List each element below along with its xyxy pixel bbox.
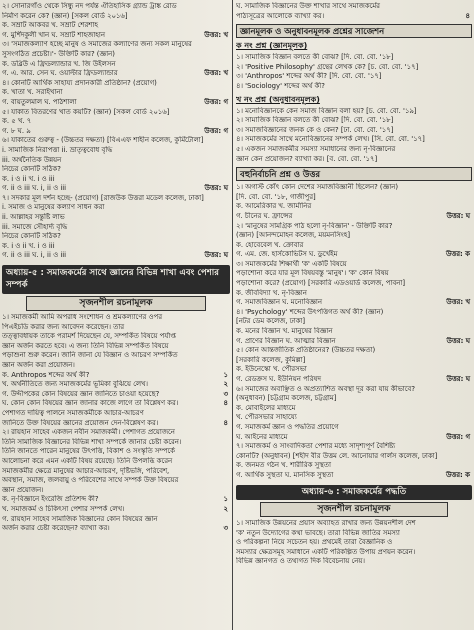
line-text: ৭। সদকার মূল দর্শন হচ্ছে- (প্রয়োগ) [রাজউক উত্তরা মডেল কলেজ, ঢাকা]	[2, 193, 204, 202]
line-text: ক. Anthropos শব্দের অর্থ কী?	[2, 370, 90, 379]
answer-mark: ২	[223, 504, 228, 513]
text-line	[2, 251, 230, 261]
line-text: ক. i ও ii খ. i ও iii	[2, 174, 55, 183]
text-line	[2, 457, 230, 467]
line-text: ক. হোবেবেল খ. ক্রোবার	[236, 240, 304, 249]
line-text: গ. প্রাণের বিজ্ঞান ঘ. আত্মার বিজ্ঞান	[236, 336, 336, 345]
line-text: জানিতে উক্ত বিষয়ের জ্ঞানের প্রয়োজন দেন-বিশ্লেষণ কর।	[2, 418, 159, 427]
text-line	[236, 519, 472, 529]
text-line	[236, 385, 472, 395]
answer-mark: ৩	[223, 524, 228, 533]
line-text: ঘ. সামাজিক বিজ্ঞানের উক্ত শাখার সাথে সমাজকর্মের	[236, 2, 380, 10]
line-text: ঘ. কোন কোন বিষয়ের জ্ঞান জানার কাজে লাগে তা বিশ্লেষণ কর।	[2, 399, 179, 408]
line-text: ৬। যাকাতের গুরুত্ব - (উচ্চতর দক্ষতা) [বিএএফ শাহীন কলেজ, কুর্মিটোলা]	[2, 136, 204, 145]
chapter-5-heading: অধ্যায়-৫ : সমাজকর্মের সাথে জ্ঞানের বিভিন্ন শাখা এবং পেশার সম্পর্ক	[2, 265, 230, 294]
text-line	[236, 155, 472, 165]
text-line	[236, 222, 472, 232]
mcq-block-chapter4	[2, 2, 230, 261]
text-line	[2, 213, 230, 223]
line-text: নির্মাণ করেন কে? (জ্ঞান) [সকল বোর্ড ২০১৬]	[2, 11, 128, 20]
text-line	[236, 327, 472, 337]
text-line	[2, 146, 230, 156]
line-text: ১। মনোবিজ্ঞানকে কেন সমাজ বিজ্ঞান বলা হয়? [চ. বো. বো. '১৯]	[236, 106, 417, 115]
line-text: ২। 'Positive Philosophy' গ্রন্থের লেখক কে? [চ. বো. বো. '১৭]	[236, 62, 419, 71]
text-line	[2, 117, 230, 127]
text-line	[2, 242, 230, 252]
text-line	[236, 442, 472, 452]
right-column	[236, 2, 472, 628]
answer-mark: উত্তর: ঘ	[446, 375, 470, 383]
knowledge-subheading: ক নং প্রশ্ন (জ্ঞানমূলক)	[236, 41, 308, 51]
line-text: গ. চীনের ঘ. ফ্রান্সের	[236, 211, 293, 220]
line-text: পিএইচডি করার জন্য আবেদন করেছেন। তার	[2, 322, 125, 331]
text-line	[2, 313, 230, 323]
line-text: গ. সমাজবিজ্ঞান ঘ. মনোবিজ্ঞান	[236, 298, 322, 307]
line-text: 'ক' নতুন উদ্যোগের কথা ভাবছে। তারা বিভিন্ন জাতির সমস্যা	[236, 528, 400, 537]
text-line	[236, 471, 472, 481]
text-line	[2, 476, 230, 486]
text-line	[2, 390, 230, 400]
line-text: জ্ঞান প্রয়োজন।	[2, 485, 44, 494]
line-text: [নটর ডেম কলেজ, ঢাকা]	[236, 317, 306, 326]
text-line	[236, 250, 472, 260]
line-text: ২। সামাজিক বিজ্ঞান বলতে কী বোঝ? [দি. বো. বো. '১৮]	[236, 116, 394, 125]
line-text: পেশাগত দায়িত্ব পালনে সমাজকর্মীকে আচার-আচরণ	[2, 408, 144, 417]
text-line	[2, 31, 230, 41]
text-line	[236, 298, 472, 308]
text-line	[236, 269, 472, 279]
text-line	[2, 60, 230, 70]
line-text: গ. মুর্শিদকুলী খান ঘ. সম্রাট শাহজাহান	[2, 30, 105, 39]
text-line	[2, 79, 230, 89]
line-text: গ. উদ্দীপকের কোন বিষয়ের জ্ঞান জানিতে চাওয়া হয়েছে?	[2, 389, 160, 398]
line-text: গ. ii ও iii ঘ. i, ii ও iii	[2, 184, 67, 193]
line-text: ৩। 'Anthropos' শব্দের অর্থ কী? [দি. বো. বো. '১৭]	[236, 72, 382, 81]
text-line	[2, 342, 230, 352]
creative-questions-heading: সৃজনশীল রচনামূলক	[26, 296, 206, 311]
text-line	[236, 548, 472, 558]
text-line	[2, 399, 230, 409]
line-text: গ. ৮ ঘ. ৯	[2, 126, 31, 135]
text-line	[236, 365, 472, 375]
answer-mark: উত্তর: ঘ	[446, 336, 470, 345]
line-text: ১। সামাজিক উন্নয়নের প্রয়াস অব্যাহত রাখার জন্য উন্নয়নশীল দেশ	[236, 519, 416, 528]
line-text: জ্ঞান অর্জন করতে হবে। এ জন্য তিনি বিভিন্ন সম্পর্কিত বিষয়ে	[2, 341, 169, 350]
text-line	[236, 557, 472, 567]
text-line	[236, 193, 472, 203]
line-text: iii. অর্থনৈতিক উন্নয়ন	[2, 155, 62, 164]
left-column	[2, 2, 230, 628]
chapter-6-heading: অধ্যায়-৬ : সমাজকর্মের পদ্ধতি	[236, 485, 472, 501]
answer-mark: ৩	[223, 389, 228, 398]
line-text: ক. জনমত গঠন খ. শারীরিক সুস্থতা	[236, 461, 331, 470]
text-line	[2, 12, 230, 22]
text-line	[2, 156, 230, 166]
line-text: [দি. বো. বো. '১৮, গাজীপুর]	[236, 192, 316, 201]
line-text: ক. মোবাইলের মাধ্যমে	[236, 403, 296, 412]
text-line	[236, 279, 472, 289]
column-divider	[232, 0, 233, 630]
text-line	[236, 135, 472, 145]
line-text: অবস্থান, সমাজ, জলবায়ু ও পরিবেশের সাথে সম্পর্ক উক্ত বিষয়ের	[2, 476, 179, 485]
line-text: অর্জন করার চেষ্টা করেছেন? ব্যাখ্যা কর।	[2, 524, 110, 533]
creative-questions-heading-ch6: সৃজনশীল রচনামূলক	[260, 502, 448, 517]
line-text: তিনি জানতে পারেন মানুষের উৎপত্তি, বিকাশ ও সংস্কৃতি সম্পর্কে	[2, 447, 175, 456]
line-text: ১। অগাস্ট কোঁৎ কোন দেশের সমাজবিজ্ঞানী ছিলেন? (জ্ঞান)	[236, 183, 399, 192]
text-line	[2, 232, 230, 242]
line-text: ৫। যাকাত বিতরণের খাত কয়টি? (জ্ঞান) [সকল বোর্ড ২০১৬]	[2, 107, 170, 116]
line-text: ৬। সমাজের অবাঞ্ছিত ও অপ্রত্যাশিত অবস্থা দূর করা যায় কীভাবে?	[236, 384, 415, 393]
text-line	[2, 50, 230, 60]
text-line	[236, 317, 472, 327]
line-text: ক. জীববিদ্যা খ. নৃ-বিজ্ঞান	[236, 288, 307, 297]
line-text: i. সমাজ ও মানুষের কল্যাণ সাধন করা	[2, 203, 105, 212]
line-text: [সরকারি কলেজ, কুমিল্লা]	[236, 355, 306, 364]
text-line	[2, 69, 230, 79]
text-line	[2, 332, 230, 342]
text-line	[236, 289, 472, 299]
line-text: ৩। সমাজবিজ্ঞানের জনক কে ও কেন? [ঢা. বো. বো. '১৭]	[236, 125, 394, 134]
line-text: ৩। সমাজকর্মের শিক্ষার্থী 'ক' একটি বিষয়ে	[236, 259, 347, 268]
line-text: ৪। 'Psychology' শব্দের উৎপত্তিগত অর্থ কী? (জ্ঞান)	[236, 307, 384, 316]
text-line	[236, 82, 472, 92]
line-text: ক. ৫ খ. ৭	[2, 117, 32, 126]
text-line	[236, 433, 472, 443]
line-text: গ. বায়তুলমাল ঘ. পাঠশালা	[2, 97, 77, 106]
text-line	[236, 394, 472, 404]
text-line	[2, 194, 230, 204]
text-line	[2, 223, 230, 233]
text-line	[2, 380, 230, 390]
text-line	[236, 72, 472, 82]
line-text: কোনটি? (অনুধাবন) [শহীদ বীর উত্তম লে. আনোয়ার গার্লস কলেজ, ঢাকা]	[236, 451, 438, 460]
line-text: সমস্যার ক্ষেত্রসমূহ সমাধানে একটি পরিকল্পিত উপায় প্রণয়ন করেন।	[236, 547, 416, 556]
comprehension-subheading: খ নং প্রশ্ন (অনুধাবনমূলক)	[236, 94, 320, 104]
text-line	[236, 63, 472, 73]
line-text: ঘ. আইনের মাধ্যমে	[236, 432, 288, 441]
line-text: ৩। 'সমাজকল্যাণ হচ্ছে মানুষ ও সমাজের কল্যাণের জন্য সকল মানুষের	[2, 40, 192, 49]
line-text: গ. এম. জে. হার্সকোভিটস ঘ. ডুর্খেইম	[236, 250, 338, 259]
line-text: সুসংগঠিত প্রচেষ্টা।'- উক্তিটি কার? (জ্ঞান)	[2, 49, 115, 58]
line-text: পড়াশুনা শুরু করেন। জানি জানা যে বিজ্ঞান ও আচরণ সম্পর্কিত	[2, 351, 178, 360]
text-line	[2, 467, 230, 477]
text-line	[236, 231, 472, 241]
text-line	[236, 538, 472, 548]
text-line	[2, 524, 230, 534]
text-line	[2, 447, 230, 457]
text-line	[236, 202, 472, 212]
text-line	[2, 486, 230, 496]
text-line	[236, 2, 472, 12]
text-line	[236, 404, 472, 414]
line-text: গ. রায়হান সাহেব সামাজিক বিজ্ঞানের কোন বিষয়ের জ্ঞান	[2, 514, 158, 523]
line-text: ক. নৃ-বিজ্ঞানে ইংরেজি প্রতিশব্দ কী?	[2, 495, 99, 504]
line-text: গ. আর্থিক সুস্থতা ঘ. মানসিক সুস্থতা	[236, 470, 334, 479]
answer-mark: উত্তর: ক	[445, 470, 470, 479]
answer-mark: ৪	[223, 418, 228, 427]
line-text: iii. সমাজে সৌহার্দ্য বৃদ্ধি	[2, 222, 68, 231]
text-line	[2, 40, 230, 50]
text-line	[2, 184, 230, 194]
text-line	[2, 409, 230, 419]
answer-mark: ১	[223, 495, 228, 504]
creative-questions-block	[2, 313, 230, 534]
text-line	[236, 423, 472, 433]
text-line	[2, 428, 230, 438]
line-text: ২। রায়হান সাহেব একজন নবীন সমাজকর্মী। পেশাগত প্রয়োজনে	[2, 428, 175, 437]
line-text: তিনি সামাজিক বিজ্ঞানের বিভিন্ন শাখা সম্পর্কে জানার চেষ্টা করেন।	[2, 437, 182, 446]
line-text: ৪। সমাজকর্মের সাথে মনোবিজ্ঞানের সম্পর্ক লেখ। [সি. বো. বো. '১৭]	[236, 135, 425, 144]
line-text: ১। সমাজকর্মী আমি অপরাধ সংশোধন ও শ্রমকল্যাণের ওপর	[2, 313, 163, 322]
answer-mark: উত্তর: ঘ	[204, 251, 228, 260]
line-text: ২। সোনারগাঁও থেকে সিন্ধু নদ পর্যন্ত ঐতিহাসিক গ্র্যান্ড ট্রাঙ্ক রোড	[2, 2, 177, 10]
line-text: (জ্ঞান) [আনন্দমোহন কলেজ, ময়মনসিংহ]	[236, 231, 351, 240]
answer-mark: উত্তর: ঘ	[446, 211, 470, 220]
knowledge-questions-list	[236, 53, 472, 91]
text-line	[2, 175, 230, 185]
text-line	[2, 351, 230, 361]
text-line	[236, 356, 472, 366]
answer-mark: উত্তর: খ	[446, 298, 470, 307]
creative-question-tail	[236, 2, 472, 21]
text-line	[236, 145, 472, 155]
text-line	[2, 203, 230, 213]
line-text: ৫। একজন সমাজকর্মীর সমস্যা সমাধানের জন্য নৃ-বিজ্ঞানের	[236, 144, 396, 153]
text-line	[2, 505, 230, 515]
line-text: ক. খাতা খ. সরাইখানা	[2, 88, 63, 97]
text-line	[236, 413, 472, 423]
line-text: নিচের কোনটি সঠিক?	[2, 232, 61, 241]
text-line	[236, 375, 472, 385]
text-line	[2, 21, 230, 31]
line-text: ii. আল্লাহর সন্তুষ্টি লাভ	[2, 213, 65, 222]
text-line	[236, 126, 472, 136]
mcq-section-heading: বহুনির্বাচনি প্রশ্ন ও উত্তর	[236, 167, 472, 181]
answer-mark: উত্তর: গ	[446, 432, 470, 441]
text-line	[236, 241, 472, 251]
line-text: জ্ঞান অর্জন করা প্রয়োজন।	[2, 361, 75, 369]
line-text: গ. রেডক্রস ঘ. ইউনিয়ন পরিষদ	[236, 375, 321, 383]
answer-mark: উত্তর: খ	[204, 69, 228, 78]
line-text: ২। 'মানুষের সামগ্রিক পাঠ হলো নৃ-বিজ্ঞান' - উক্তিটি কার?	[236, 221, 393, 230]
line-text: ক. আমেরিকার খ. জার্মানির	[236, 202, 312, 211]
answer-mark: উত্তর: খ	[204, 30, 228, 39]
text-line	[2, 136, 230, 146]
line-text: তত্ত্বাবধায়ক তাকে পরামর্শ দিয়েছেন যে, সম্পর্কিত বিষয়ে পর্যাপ্ত	[2, 332, 176, 341]
line-text: ক. মনের বিজ্ঞান খ. মানুষের বিজ্ঞান	[236, 327, 333, 336]
line-text: খ. পৌরসভার সাহায্যে	[236, 413, 297, 422]
text-line	[2, 127, 230, 137]
text-line	[2, 495, 230, 505]
text-line	[2, 419, 230, 429]
line-text: ৪। 'Sociology' শব্দের অর্থ কী?	[236, 81, 325, 90]
line-text: ক. i ও ii খ. i ও iii	[2, 241, 55, 250]
line-text: ৪। কোনটি আর্থিক সাহায্য প্রদানকারী প্রতিষ্ঠান? (প্রয়োগ)	[2, 78, 157, 87]
text-line	[236, 452, 472, 462]
answer-mark: ১	[223, 370, 228, 379]
text-line	[236, 308, 472, 318]
line-text: ক. ইউনেস্কো খ. পৌরসভা	[236, 365, 307, 374]
text-line	[2, 108, 230, 118]
line-text: (অনুধাবন) [চট্টগ্রাম কলেজ, চট্টগ্রাম]	[236, 394, 337, 403]
text-line	[236, 260, 472, 270]
line-text: পাঠ্যসূত্রের আলোকে ব্যাখ্যা কর।	[236, 11, 325, 20]
line-text: পড়াশোনা করে যার মূল বিষয়বস্তু 'মানুষ'। 'ক' কোন বিষয়	[236, 269, 389, 278]
text-line	[236, 529, 472, 539]
text-line	[236, 116, 472, 126]
line-text: পড়াশোনা করে? (প্রয়োগ) [সরকারি এডওয়ার্ড কলেজ, পাবনা]	[236, 279, 406, 288]
creative-question-ch6	[236, 519, 472, 567]
line-text: গ. এ. আর. সেন ঘ. ওয়াল্টার ফ্রিডল্যান্ডার	[2, 69, 118, 78]
line-text: ও পরিকল্পনা নিয়ে সচেতন হয়। প্রথমেই তারা বৈজ্ঞানিক ও	[236, 538, 393, 547]
line-text: আলোচনা করে এমন একটি বিষয় রয়েছে। তিনি উপলব্ধি করেন	[2, 456, 173, 465]
line-text: ৫। কোন আন্তর্জাতিক প্রতিষ্ঠানের? (উচ্চতর দক্ষতা)	[236, 346, 376, 355]
line-text: গ. ii ও iii ঘ. i, ii ও iii	[2, 251, 67, 260]
text-line	[2, 371, 230, 381]
answer-mark: উত্তর: গ	[204, 126, 228, 135]
line-text: খ. অর্থনীতিতে জন্য সমাজকর্মের ভূমিকা বুঝিয়ে লেখ।	[2, 380, 148, 389]
text-line	[2, 88, 230, 98]
line-text: নিচের কোনটি সঠিক?	[2, 165, 61, 174]
text-line	[236, 53, 472, 63]
line-text: বিভিন্ন জ্ঞানগত ও তথ্যগত দিক বিবেচনায় নেয়।	[236, 557, 365, 566]
text-line	[2, 361, 230, 371]
answer-mark: ৪	[465, 11, 470, 20]
suggestion-section-heading: জ্ঞানমূলক ও অনুধাবনমূলক প্রশ্নের সাজেশন	[236, 24, 472, 38]
text-line	[2, 438, 230, 448]
text-line	[236, 212, 472, 222]
line-text: ক. ডব্লিউ এ ফ্রিডল্যান্ডার খ. জি উইলসন	[2, 59, 116, 68]
answer-mark: ২	[223, 380, 228, 389]
text-line	[236, 183, 472, 193]
line-text: ১। সামাজিক বিজ্ঞান বলতে কী বোঝ? [দি. বো. বো. '১৮]	[236, 53, 394, 62]
line-text: ক. সম্রাট আকবর খ. সম্রাট শেরশাহ	[2, 21, 98, 30]
line-text: সমাজকর্মীর ক্ষেত্রে মানুষের আচার-আচরণ, দৃষ্টিভঙ্গি, পরিবেশ,	[2, 466, 170, 475]
line-text: গ. সমাজকর্ম জ্ঞান ও পদ্ধতির প্রয়োগে	[236, 422, 339, 431]
line-text: জ্ঞান কেন প্রয়োজন? ব্যাখ্যা কর। [ব. বো. বো. '১৭]	[236, 154, 378, 163]
answer-mark: ৪	[223, 399, 228, 408]
text-line	[236, 107, 472, 117]
line-text: i. সামাজিক নিরাপত্তা ii. ভ্রাতৃত্ববোধ বৃদ্ধি	[2, 145, 113, 154]
answer-mark: উত্তর: গ	[204, 97, 228, 106]
text-line	[2, 165, 230, 175]
text-line	[236, 12, 472, 22]
text-line	[2, 2, 230, 12]
text-line	[236, 346, 472, 356]
answer-mark: উত্তর: ক	[445, 250, 470, 259]
comprehension-questions-list	[236, 107, 472, 165]
text-line	[2, 323, 230, 333]
line-text: খ. সমাজকর্ম ও চিকিৎসা পেশার সম্পর্ক লেখ।	[2, 504, 125, 513]
text-line	[2, 98, 230, 108]
line-text: ৭। সমাজকর্ম ও সাংবাদিকতা পেশার মধ্যে সাদৃশ্যপূর্ণ বৈশিষ্ট্য	[236, 442, 396, 451]
mcq-list	[236, 183, 472, 480]
answer-mark: উত্তর: ঘ	[204, 184, 228, 193]
text-line	[236, 461, 472, 471]
text-line	[236, 337, 472, 347]
text-line	[2, 515, 230, 525]
